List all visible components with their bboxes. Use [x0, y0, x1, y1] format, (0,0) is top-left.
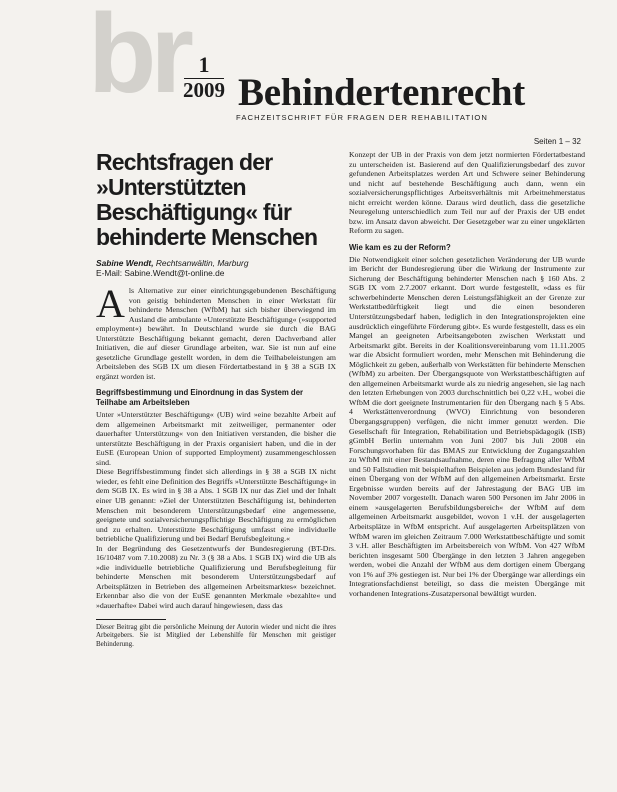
dropcap: A	[96, 281, 125, 326]
paragraph: Diese Begriffsbestimmung findet sich allerdings in § 38 a SGB IX nicht wieder, es fehlt eine Definition des Begriffs »Unterstützte Beschäftigung« in dem SGB IX. Es wird in § 38 a Abs. 1 SGB IX nur das Ziel und der Inhalt einer UB genannt: »Ziel der Unterstützten Beschäftigung ist, behinderten Menschen mit besonderem Unterstützungsbedarf eine angemessene, geeignete und sozialversicherungspflichtige Beschäftigung zu ermöglichen und zu erhalten. Unterstützte Beschäftigung umfasst eine individuelle betriebliche Qualifizierung und bei Bedarf Berufsbegleitung.«	[96, 467, 336, 544]
intro-text: ls Alternative zur einer einrichtungsgebundenen Beschäftigung von geistig behinderten Menschen in einer Werkstatt für behinderte Menschen (WfbM) hat sich bisher überwiegend im Ausland die ambulante »Unterstützte Beschäftigung« (»supported employment«) bewährt. In Deutschland wurde sie durch die BAG Unterstützte Beschäftigung bekannt gemacht, deren Dachverband aller Initiativen, die auf dieser Grundlage arbeiten, war. Sie ist nun auf eine gesetzliche Grundlage gestellt worden, in dem die Teilhabeleistungen am Arbeitsleben des SGB IX um diesen Fördertatbestand in § 38 a SGB IX ergänzt worden ist.	[96, 286, 336, 381]
footnote-divider	[96, 619, 166, 620]
author-email: E-Mail: Sabine.Wendt@t-online.de	[96, 268, 225, 278]
issue-number: 1	[184, 52, 224, 79]
left-column	[96, 150, 336, 648]
journal-logo: br	[88, 0, 188, 116]
paragraph: Die Notwendigkeit einer solchen gesetzlichen Veränderung der UB wurde im Bericht der Bundesregierung über die Wirkung der Instrumente zur Sicherung der Beschäftigung behinderter Menschen nach § 160 Abs. 2 SGB IX vom 2.7.2007 erkannt. Dort wurde festgestellt, »dass es für schwerbehinderte Menschen deren Leistungsfähigkeit an der Grenze zur Werkstattbedürftigkeit liegt und die einen besonderen Unterstützungsbedarf haben, lediglich in den Integrationsprojekten eine ausdrücklich eingeführte Förderung gibt«. Es wurde festgestellt, dass es ein Mangel an geeigneten Arbeitsangeboten zwischen Werkstatt und Arbeitsmarkt gibt. Bereits in der Koalitionsvereinbarung vom 11.11.2005 war die Absicht formuliert worden, mehr Menschen mit Behinderung die Möglichkeit zu geben, außerhalb von Werkstätten für behinderte Menschen (WfbM) zu arbeiten. Der Übergangsquote von Werkstattbeschäftigten auf den allgemeinen Arbeitsmarkt wurde als zu niedrig angesehen, sie lag nach den letzten Erhebungen von 2003 durchschnittlich bei 0,22 v.H., wobei die WfbM die dort geeignete Instrumentarien für den Übergang nach § 5 Abs. 4 Werkstättenverordnung (WVO) Einrichtung von besonderen Übergangsgruppen) verfügen, die nicht immer genutzt werden. Die Gesellschaft für Integration, Rehabilitation und Betriebspädagogik (ISB) gGmbH Berlin unternahm von Juni 2007 bis Juli 2008 ein Forschungsvorhaben für das BMAS zur Entwicklung der Zugangszahlen zu WfbM mit einer Bestandsaufnahme, deren eine Befragung aller WfbM und 50 Fallstudien mit beispielhaften Beispielen aus jedem Bundesland für einen Übergang von der WfbM auf den allgemeinen Arbeitsmarkt. Erste Ergebnisse wurden bereits auf der Jahrestagung der BAG UB im November 2007 vorgestellt. Danach waren 500 Personen im Jahr 2006 in einem »ausgelagerten Berufsbildungsbereich« der WfbM auf dem allgemeinen Arbeitsmarkt ausgebildet, wovon 1 v.H. der ausgelagerten Arbeitsplätze in WfbM entspricht. Auf ausgelagerten Arbeitsplätzen von WfbM waren im gleichen Zeitraum 7.000 Werkstattbeschäftigte und somit 3 v.H. aller Beschäftigten im Arbeitsbereich von WfbM. Von 427 WfbM berichten insgesamt 500 Übergänge in den letzten 3 Jahren angegeben werden, wobei die Anzahl der WfbM aus dem dortigen einem Übergang von 1% auf 3% gestiegen ist. Nur bei 1% der Übergänge war allerdings ein Integrationsfachdienst beteiligt, so dass die meisten Übergänge mit vorhandenen Integrations-Zusatzpersonal bewältigt wurden.	[349, 254, 585, 598]
paragraph: Unter »Unterstützter Beschäftigung« (UB) wird »eine bezahlte Arbeit auf dem allgemeinen Arbeitsmarkt mit zeitweiliger, permanenter oder dauerhafter Unterstützung« von den Initiativen verstanden, die bisher die unterstützte Beschäftigung in der Praxis organisiert haben, und die in der EuSE (European Union of supported Employment) zusammengeschlossen sind.	[96, 410, 336, 467]
paragraph: In der Begründung des Gesetzentwurfs der Bundesregierung (BT-Drs. 16/10487 vom 7.10.2008) zu Nr. 3 (§ 38 a Abs. 1 SGB IX) wird die UB als »die individuelle betriebliche Qualifizierung und Berufsbegleitung für behinderte Menschen mit besonderem Unterstützungsbedarf auf Arbeitsplätzen in Betrieben des allgemeinen Arbeitsmarktes« bezeichnet. Erkennbar also die von der EuSE genannten Merkmale »bezahlte« und »dauerhafte« Dabei wird auch darauf hingewiesen, dass das	[96, 543, 336, 610]
page-range: Seiten 1 – 32	[533, 137, 581, 146]
paragraph: Konzept der UB in der Praxis von dem jetzt normierten Fördertatbestand zu unterscheiden ist. Basierend auf den Qualifizierungsbedarf des zuvor gefundenen Arbeitsplatzes werden Art und Schwere seiner Behinderung und nicht auf bestehende Beschäftigung auch dann, wenn ein sozialversicherungspflichtiges Arbeitsverhältnis mit Arbeitnehmerstatus nicht erreicht werden könne. Daraus wird deutlich, dass die gesetzliche Neuregelung unterschiedlich zum Teil nur auf der Praxis der UB endet bzw. im Ansatz davon abweicht. Der Gesetzgeber war zu einer ungeklärten Reform zu sagen.	[349, 150, 585, 236]
intro-paragraph	[96, 281, 336, 381]
article-title: Rechtsfragen der »Unterstützten Beschäftigung« für behinderte Menschen	[96, 149, 318, 250]
section-heading-2: Wie kam es zu der Reform?	[349, 242, 451, 252]
author-name: Sabine Wendt,	[96, 258, 154, 268]
right-column	[349, 150, 585, 598]
author-role: Rechtsanwältin, Marburg	[155, 258, 249, 268]
journal-title: Behindertenrecht	[238, 71, 525, 114]
journal-subtitle: FACHZEITSCHRIFT FÜR FRAGEN DER REHABILITATION	[236, 113, 489, 122]
issue-year: 2009	[183, 78, 225, 102]
author-line	[96, 258, 336, 268]
section-heading-1: Begriffsbestimmung und Einordnung in das System der Teilhabe am Arbeitsleben	[96, 388, 304, 408]
footnote: Dieser Beitrag gibt die persönliche Meinung der Autorin wieder und nicht die ihres Arbeitgebers. Sie ist Mitglied der Lebenshilfe für Menschen mit geistiger Behinderung.	[96, 622, 336, 648]
